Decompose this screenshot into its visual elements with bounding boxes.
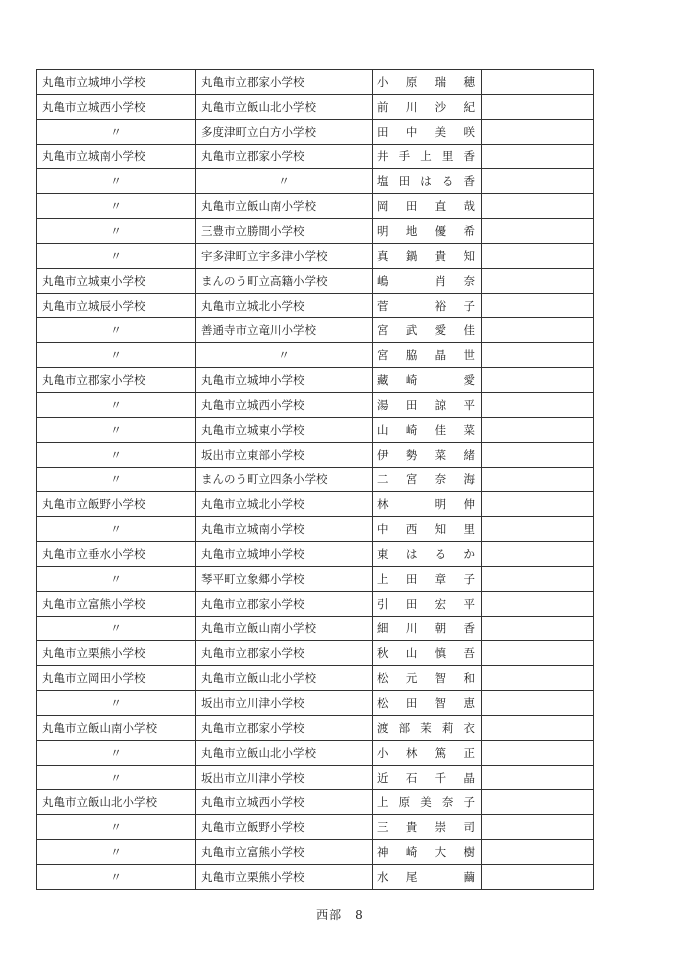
teacher-name-cell xyxy=(373,467,482,492)
teacher-name-cell xyxy=(373,343,482,368)
from-school-cell: 〃 xyxy=(37,194,196,219)
teacher-name-cell xyxy=(373,691,482,716)
to-school-cell: 丸亀市立郡家小学校 xyxy=(196,715,373,740)
table-row xyxy=(37,542,594,567)
table-row xyxy=(37,392,594,417)
table-row xyxy=(37,715,594,740)
to-school-cell: 琴平町立象郷小学校 xyxy=(196,566,373,591)
remarks-cell xyxy=(482,591,594,616)
table-row xyxy=(37,318,594,343)
remarks-cell xyxy=(482,542,594,567)
teacher-name: 近 石 千 晶 xyxy=(377,770,475,785)
to-school-cell: 丸亀市立城坤小学校 xyxy=(196,368,373,393)
to-school-cell: 丸亀市立飯野小学校 xyxy=(196,815,373,840)
from-school-cell: 丸亀市立城坤小学校 xyxy=(37,70,196,95)
teacher-name: 神 崎 大 樹 xyxy=(377,845,475,860)
from-school-cell: 丸亀市立城東小学校 xyxy=(37,268,196,293)
remarks-cell xyxy=(482,666,594,691)
remarks-cell xyxy=(482,392,594,417)
to-school-cell: 〃 xyxy=(196,343,373,368)
remarks-cell xyxy=(482,467,594,492)
teacher-name: 秋 山 慎 吾 xyxy=(377,646,475,661)
from-school-cell: 丸亀市立飯山南小学校 xyxy=(37,715,196,740)
table-row xyxy=(37,343,594,368)
remarks-cell xyxy=(482,219,594,244)
from-school-cell: 丸亀市立富熊小学校 xyxy=(37,591,196,616)
to-school-cell: 〃 xyxy=(196,169,373,194)
table-row xyxy=(37,442,594,467)
teacher-name-cell xyxy=(373,715,482,740)
from-school-cell: 丸亀市立城辰小学校 xyxy=(37,293,196,318)
remarks-cell xyxy=(482,566,594,591)
table-row xyxy=(37,94,594,119)
teacher-name-cell xyxy=(373,243,482,268)
from-school-cell: 〃 xyxy=(37,517,196,542)
remarks-cell xyxy=(482,865,594,890)
teacher-name-cell xyxy=(373,790,482,815)
from-school-cell: 〃 xyxy=(37,840,196,865)
to-school-cell: 丸亀市立栗熊小学校 xyxy=(196,865,373,890)
remarks-cell xyxy=(482,517,594,542)
table-row xyxy=(37,865,594,890)
teacher-name: 山 崎 佳 菜 xyxy=(377,422,475,437)
from-school-cell: 〃 xyxy=(37,318,196,343)
to-school-cell: 丸亀市立飯山南小学校 xyxy=(196,616,373,641)
teacher-name: 水 尾 繭 xyxy=(377,869,475,884)
to-school-cell: 坂出市立川津小学校 xyxy=(196,765,373,790)
teacher-name-cell xyxy=(373,492,482,517)
teacher-name: 小 原 瑞 穂 xyxy=(377,74,475,89)
teacher-name-cell xyxy=(373,616,482,641)
table-row xyxy=(37,616,594,641)
remarks-cell xyxy=(482,790,594,815)
to-school-cell: 丸亀市立飯山北小学校 xyxy=(196,94,373,119)
teacher-name-cell xyxy=(373,765,482,790)
remarks-cell xyxy=(482,268,594,293)
to-school-cell: 坂出市立東部小学校 xyxy=(196,442,373,467)
table-row xyxy=(37,268,594,293)
from-school-cell: 丸亀市立岡田小学校 xyxy=(37,666,196,691)
remarks-cell xyxy=(482,293,594,318)
teacher-name: 岡 田 直 哉 xyxy=(377,199,475,214)
teacher-name: 宮 武 愛 佳 xyxy=(377,323,475,338)
from-school-cell: 〃 xyxy=(37,765,196,790)
remarks-cell xyxy=(482,840,594,865)
from-school-cell: 丸亀市立城南小学校 xyxy=(37,144,196,169)
remarks-cell xyxy=(482,691,594,716)
teacher-name: 真 鍋 貴 知 xyxy=(377,248,475,263)
to-school-cell: 丸亀市立城西小学校 xyxy=(196,392,373,417)
teacher-name: 井 手 上 里 香 xyxy=(377,149,475,164)
from-school-cell: 〃 xyxy=(37,219,196,244)
remarks-cell xyxy=(482,815,594,840)
table-row xyxy=(37,840,594,865)
table-row xyxy=(37,790,594,815)
teacher-name-cell xyxy=(373,169,482,194)
teacher-name: 伊 勢 菜 緒 xyxy=(377,447,475,462)
from-school-cell: 〃 xyxy=(37,417,196,442)
to-school-cell: 丸亀市立飯山北小学校 xyxy=(196,740,373,765)
remarks-cell xyxy=(482,144,594,169)
teacher-name-cell xyxy=(373,666,482,691)
remarks-cell xyxy=(482,343,594,368)
from-school-cell: 〃 xyxy=(37,691,196,716)
table-row xyxy=(37,169,594,194)
to-school-cell: 善通寺市立竜川小学校 xyxy=(196,318,373,343)
teacher-name-cell xyxy=(373,368,482,393)
table-row xyxy=(37,666,594,691)
teacher-name-cell xyxy=(373,219,482,244)
from-school-cell: 〃 xyxy=(37,442,196,467)
teacher-name: 東 は る か xyxy=(377,546,475,561)
teacher-name-cell xyxy=(373,591,482,616)
remarks-cell xyxy=(482,119,594,144)
from-school-cell: 〃 xyxy=(37,865,196,890)
to-school-cell: 三豊市立勝間小学校 xyxy=(196,219,373,244)
to-school-cell: 丸亀市立城南小学校 xyxy=(196,517,373,542)
teacher-name-cell xyxy=(373,194,482,219)
remarks-cell xyxy=(482,740,594,765)
to-school-cell: まんのう町立四条小学校 xyxy=(196,467,373,492)
from-school-cell: 丸亀市立飯野小学校 xyxy=(37,492,196,517)
to-school-cell: 坂出市立川津小学校 xyxy=(196,691,373,716)
from-school-cell: 〃 xyxy=(37,815,196,840)
teacher-name: 塩 田 は る 香 xyxy=(377,174,475,189)
teacher-name: 嶋 肖 奈 xyxy=(377,273,475,288)
from-school-cell: 〃 xyxy=(37,392,196,417)
to-school-cell: 丸亀市立富熊小学校 xyxy=(196,840,373,865)
teacher-name-cell xyxy=(373,840,482,865)
remarks-cell xyxy=(482,417,594,442)
remarks-cell xyxy=(482,765,594,790)
teacher-name-cell xyxy=(373,70,482,95)
teacher-name-cell xyxy=(373,865,482,890)
table-row xyxy=(37,293,594,318)
from-school-cell: 〃 xyxy=(37,343,196,368)
from-school-cell: 〃 xyxy=(37,740,196,765)
teacher-name: 前 川 沙 紀 xyxy=(377,99,475,114)
teacher-name: 松 田 智 恵 xyxy=(377,696,475,711)
teacher-name-cell xyxy=(373,293,482,318)
to-school-cell: 丸亀市立城東小学校 xyxy=(196,417,373,442)
teacher-name: 小 林 篤 正 xyxy=(377,745,475,760)
to-school-cell: 丸亀市立城北小学校 xyxy=(196,492,373,517)
from-school-cell: 〃 xyxy=(37,119,196,144)
from-school-cell: 〃 xyxy=(37,616,196,641)
remarks-cell xyxy=(482,94,594,119)
to-school-cell: 丸亀市立郡家小学校 xyxy=(196,144,373,169)
table-row xyxy=(37,119,594,144)
teacher-name: 湯 田 諒 平 xyxy=(377,397,475,412)
table-row xyxy=(37,641,594,666)
teacher-name: 細 川 朝 香 xyxy=(377,621,475,636)
from-school-cell: 丸亀市立郡家小学校 xyxy=(37,368,196,393)
teacher-name-cell xyxy=(373,641,482,666)
table-row xyxy=(37,740,594,765)
teacher-name-cell xyxy=(373,815,482,840)
teacher-name: 上 田 章 子 xyxy=(377,571,475,586)
teacher-name-cell xyxy=(373,566,482,591)
teacher-name: 藏 崎 愛 xyxy=(377,373,475,388)
to-school-cell: 丸亀市立城坤小学校 xyxy=(196,542,373,567)
table-row xyxy=(37,243,594,268)
table-row xyxy=(37,219,594,244)
to-school-cell: 丸亀市立郡家小学校 xyxy=(196,641,373,666)
table-row xyxy=(37,691,594,716)
roster-body xyxy=(37,70,594,890)
teacher-name: 林 明 伸 xyxy=(377,497,475,512)
table-row xyxy=(37,492,594,517)
remarks-cell xyxy=(482,616,594,641)
remarks-cell xyxy=(482,318,594,343)
from-school-cell: 〃 xyxy=(37,169,196,194)
teacher-name: 明 地 優 希 xyxy=(377,223,475,238)
table-row xyxy=(37,417,594,442)
from-school-cell: 〃 xyxy=(37,467,196,492)
to-school-cell: 丸亀市立郡家小学校 xyxy=(196,591,373,616)
to-school-cell: 多度津町立白方小学校 xyxy=(196,119,373,144)
table-row xyxy=(37,517,594,542)
table-row xyxy=(37,591,594,616)
teacher-name-cell xyxy=(373,144,482,169)
teacher-name-cell xyxy=(373,392,482,417)
remarks-cell xyxy=(482,492,594,517)
teacher-name-cell xyxy=(373,94,482,119)
table-row xyxy=(37,765,594,790)
remarks-cell xyxy=(482,641,594,666)
remarks-cell xyxy=(482,442,594,467)
teacher-name-cell xyxy=(373,119,482,144)
table-row xyxy=(37,194,594,219)
remarks-cell xyxy=(482,243,594,268)
to-school-cell: 丸亀市立郡家小学校 xyxy=(196,70,373,95)
teacher-name: 三 貴 崇 司 xyxy=(377,820,475,835)
from-school-cell: 〃 xyxy=(37,243,196,268)
teacher-name: 渡 部 茉 莉 衣 xyxy=(377,720,475,735)
table-row xyxy=(37,467,594,492)
teacher-name: 中 西 知 里 xyxy=(377,522,475,537)
transfer-roster-table xyxy=(36,69,594,890)
from-school-cell: 丸亀市立城西小学校 xyxy=(37,94,196,119)
table-row xyxy=(37,144,594,169)
remarks-cell xyxy=(482,194,594,219)
teacher-name-cell xyxy=(373,740,482,765)
remarks-cell xyxy=(482,70,594,95)
from-school-cell: 丸亀市立飯山北小学校 xyxy=(37,790,196,815)
teacher-name: 二 宮 奈 海 xyxy=(377,472,475,487)
teacher-name: 松 元 智 和 xyxy=(377,671,475,686)
teacher-name: 宮 脇 晶 世 xyxy=(377,348,475,363)
teacher-name-cell xyxy=(373,417,482,442)
teacher-name-cell xyxy=(373,318,482,343)
to-school-cell: 宇多津町立宇多津小学校 xyxy=(196,243,373,268)
teacher-name-cell xyxy=(373,517,482,542)
teacher-name-cell xyxy=(373,442,482,467)
teacher-name: 菅 裕 子 xyxy=(377,298,475,313)
teacher-name: 引 田 宏 平 xyxy=(377,596,475,611)
page-footer: 西部 8 xyxy=(316,908,364,922)
to-school-cell: まんのう町立高籍小学校 xyxy=(196,268,373,293)
to-school-cell: 丸亀市立飯山北小学校 xyxy=(196,666,373,691)
from-school-cell: 丸亀市立垂水小学校 xyxy=(37,542,196,567)
from-school-cell: 〃 xyxy=(37,566,196,591)
teacher-name: 上 原 美 奈 子 xyxy=(377,795,475,810)
to-school-cell: 丸亀市立城北小学校 xyxy=(196,293,373,318)
table-row xyxy=(37,70,594,95)
remarks-cell xyxy=(482,368,594,393)
to-school-cell: 丸亀市立城西小学校 xyxy=(196,790,373,815)
teacher-name: 田 中 美 咲 xyxy=(377,124,475,139)
remarks-cell xyxy=(482,169,594,194)
table-row xyxy=(37,368,594,393)
teacher-name-cell xyxy=(373,542,482,567)
to-school-cell: 丸亀市立飯山南小学校 xyxy=(196,194,373,219)
teacher-name-cell xyxy=(373,268,482,293)
from-school-cell: 丸亀市立栗熊小学校 xyxy=(37,641,196,666)
table-row xyxy=(37,566,594,591)
remarks-cell xyxy=(482,715,594,740)
table-row xyxy=(37,815,594,840)
